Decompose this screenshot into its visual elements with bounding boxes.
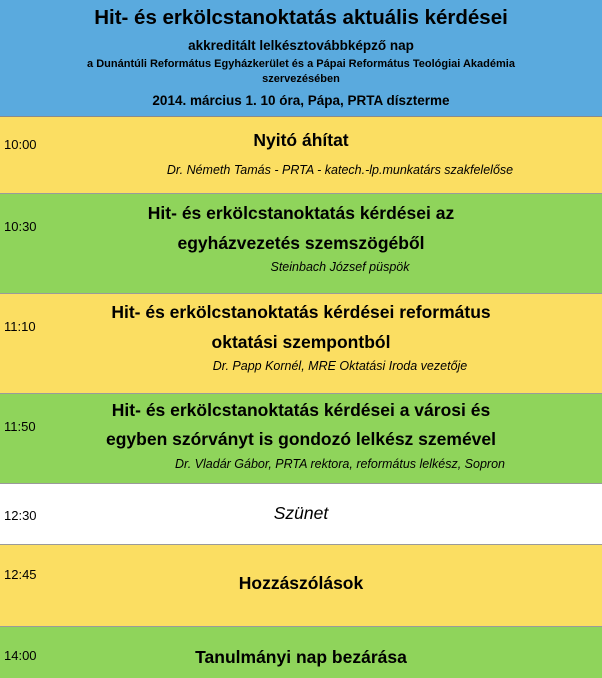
schedule-speaker: Dr. Németh Tamás - PRTA - katech.-lp.munkatárs szakfelelőse: [166, 163, 514, 177]
schedule-time: 14:00: [4, 648, 37, 663]
schedule-title-line-1: Hit- és erkölcstanoktatás kérdései a városi és: [111, 400, 491, 420]
organizers-line-2: szervezésében: [262, 73, 340, 85]
organizers-line-1: a Dunántúli Református Egyházkerület és a Pápai Református Teológiai Akadémia: [87, 58, 515, 70]
schedule-title-line-2: egyházvezetés szemszögéből: [177, 233, 425, 253]
schedule-title: Szünet: [273, 503, 329, 523]
schedule-title: Tanulmányi nap bezárása: [195, 647, 407, 667]
schedule-speaker: Dr. Vladár Gábor, PRTA rektora, református lelkész, Sopron: [175, 457, 505, 471]
schedule-time: 10:30: [4, 219, 37, 234]
schedule-title: Nyitó áhítat: [253, 130, 349, 150]
schedule-row-1400: [0, 627, 602, 678]
program-header: [0, 0, 602, 117]
event-title: Hit- és erkölcstanoktatás aktuális kérdései: [94, 6, 508, 29]
schedule-speaker: Dr. Papp Kornél, MRE Oktatási Iroda vezetője: [212, 359, 468, 373]
schedule-time: 12:45: [4, 567, 37, 582]
schedule-title-line-2: oktatási szempontból: [211, 332, 391, 352]
schedule-speaker: Steinbach József püspök: [270, 260, 410, 274]
event-date-place: 2014. március 1. 10 óra, Pápa, PRTA díszterme: [152, 93, 450, 108]
schedule-row-1110: [0, 294, 602, 394]
schedule-time: 11:50: [4, 419, 36, 434]
schedule-title-line-1: Hit- és erkölcstanoktatás kérdései az: [147, 203, 455, 223]
schedule-title-line-2: egyben szórványt is gondozó lelkész szemével: [106, 429, 496, 449]
schedule-time: 11:10: [4, 319, 36, 334]
schedule-time: 12:30: [4, 508, 37, 523]
schedule-row-1000: [0, 117, 602, 194]
event-subtitle: akkreditált lelkésztovábbképző nap: [188, 38, 414, 53]
schedule-row-1230: [0, 484, 602, 545]
schedule-row-1150: [0, 394, 602, 484]
schedule-time: 10:00: [4, 137, 37, 152]
schedule-title-line-1: Hit- és erkölcstanoktatás kérdései református: [111, 302, 491, 322]
schedule-title: Hozzászólások: [238, 573, 364, 593]
schedule-row-1030: [0, 194, 602, 294]
schedule-row-1245: [0, 545, 602, 627]
